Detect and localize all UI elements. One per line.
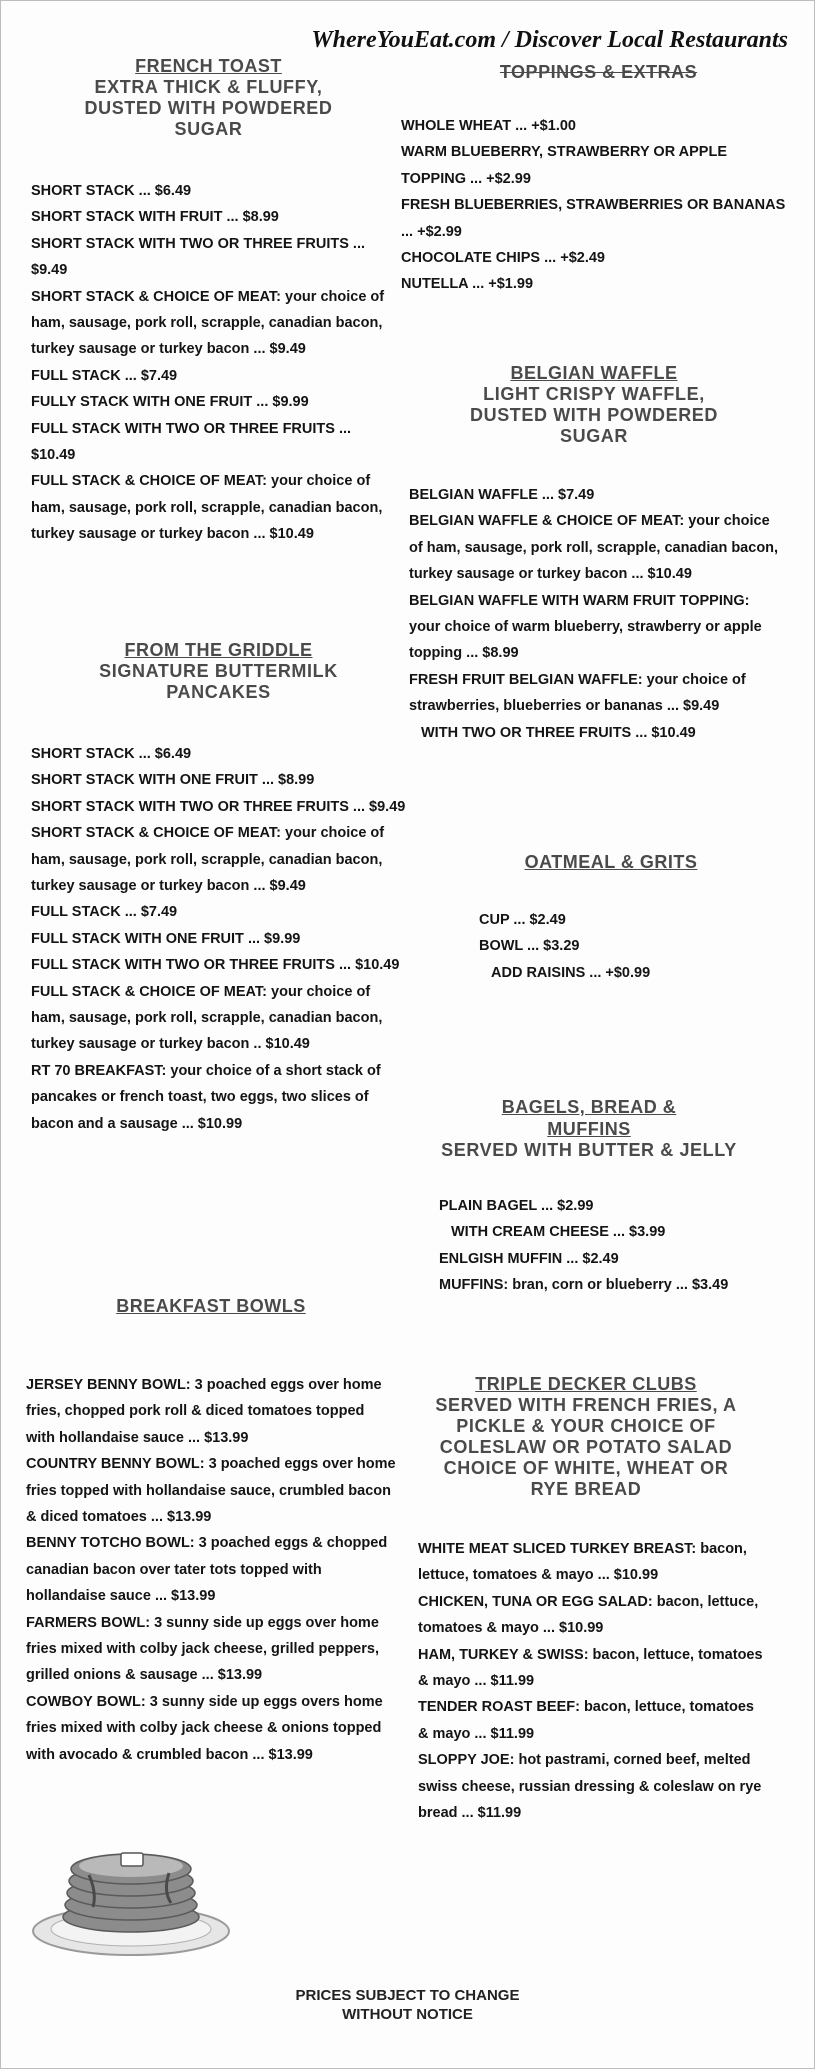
menu-item: FULL STACK ... $7.49 [31,904,178,921]
section-title: BAGELS, BREAD & MUFFINS [501,1097,677,1139]
section-title: FROM THE GRIDDLE [124,640,313,660]
menu-item: CHICKEN, TUNA OR EGG SALAD: bacon, lettuce, tomatoes & mayo ... $10.99 [418,1593,759,1637]
item-list [409,482,779,746]
menu-item: SHORT STACK & CHOICE OF MEAT: your choice of ham, sausage, pork roll, scrapple, canadian bacon, turkey sausage or turkey bacon ... $9.49 [31,825,385,895]
menu-item: CHOCOLATE CHIPS ... +$2.49 [401,250,605,267]
menu-item: ENLGISH MUFFIN ... $2.49 [439,1250,619,1267]
menu-item: BELGIAN WAFFLE WITH WARM FRUIT TOPPING: your choice of warm blueberry, strawberry or apple topping ... $8.99 [409,592,762,662]
item-list [31,178,386,548]
menu-item: SLOPPY JOE: hot pastrami, corned beef, melted swiss cheese, russian dressing & coleslaw on rye bread ... $11.99 [418,1752,762,1822]
menu-item: FULL STACK WITH ONE FRUIT ... $9.99 [31,930,301,947]
section-title: TRIPLE DECKER CLUBS [475,1374,697,1394]
menu-item: SHORT STACK WITH TWO OR THREE FRUITS ... $9.49 [31,235,366,279]
menu-item: SHORT STACK WITH FRUIT ... $8.99 [31,209,279,226]
item-list [461,907,761,986]
menu-item: BOWL ... $3.29 [479,938,580,955]
menu-item: CUP ... $2.49 [479,912,566,928]
menu-item: TENDER ROAST BEEF: bacon, lettuce, tomatoes & mayo ... $11.99 [418,1699,754,1742]
menu-item: BENNY TOTCHO BOWL: 3 poached eggs & chopped canadian bacon over tater tots topped with hollandaise sauce ... $13.99 [26,1535,388,1605]
menu-item: FULL STACK WITH TWO OR THREE FRUITS ... $10.49 [31,957,400,974]
item-list [401,113,796,298]
section-breakfast-bowls [26,1295,396,1768]
menu-item: COWBOY BOWL: 3 sunny side up eggs overs home fries mixed with colby jack cheese & onions topped with avocado & crumbled bacon ... $13.99 [26,1693,383,1763]
menu-item: WHOLE WHEAT ... +$1.00 [401,118,576,134]
menu-item: HAM, TURKEY & SWISS: bacon, lettuce, tomatoes & mayo ... $11.99 [418,1646,763,1690]
section-title: BELGIAN WAFFLE [510,363,678,383]
menu-item: BELGIAN WAFFLE & CHOICE OF MEAT: your choice of ham, sausage, pork roll, scrapple, canadian bacon, turkey sausage or turkey bacon ... $10.49 [409,513,779,583]
menu-item: PLAIN BAGEL ... $2.99 [439,1198,594,1214]
menu-item: MUFFINS: bran, corn or blueberry ... $3.49 [439,1277,729,1294]
menu-item: ADD RAISINS ... +$0.99 [491,964,651,981]
menu-item: FULL STACK ... $7.49 [31,367,178,384]
menu-item: FULL STACK WITH TWO OR THREE FRUITS ... $10.49 [31,420,352,464]
footer-note [1,1986,814,2024]
section-subtitle: LIGHT CRISPY WAFFLE, DUSTED WITH POWDERED SUGAR [470,384,718,446]
section-title: OATMEAL & GRITS [524,852,698,872]
site-header: WhereYouEat.com / Discover Local Restaurants [311,27,788,53]
section-triple-decker-clubs [406,1373,766,1826]
section-title: TOPPINGS & EXTRAS [499,62,698,82]
menu-item: COUNTRY BENNY BOWL: 3 poached eggs over home fries topped with hollandaise sauce, crumbled bacon & diced tomatoes ... $13.99 [26,1456,396,1526]
section-bagels-bread-muffins [439,1096,739,1299]
menu-item: FRESH BLUEBERRIES, STRAWBERRIES OR BANANAS ... +$2.99 [401,197,786,240]
section-subtitle: SERVED WITH FRENCH FRIES, A PICKLE & YOUR CHOICE OF COLESLAW OR POTATO SALAD CHOICE OF WHITE, WHEAT OR RYE BREAD [435,1395,737,1499]
menu-item: FULL STACK & CHOICE OF MEAT: your choice of ham, sausage, pork roll, scrapple, canadian bacon, turkey sausage or turkey bacon .. $10.49 [31,983,383,1053]
section-subtitle: SIGNATURE BUTTERMILK PANCAKES [99,661,338,702]
footer-line-1: PRICES SUBJECT TO CHANGE [295,1987,520,2004]
item-list [406,1536,766,1826]
menu-item: FRESH FRUIT BELGIAN WAFFLE: your choice of strawberries, blueberries or bananas ... $9.49 [409,671,746,715]
menu-item: SHORT STACK WITH ONE FRUIT ... $8.99 [31,772,315,789]
item-list [31,741,406,1137]
menu-item: BELGIAN WAFFLE ... $7.49 [409,487,595,503]
menu-item: SHORT STACK & CHOICE OF MEAT: your choice of ham, sausage, pork roll, scrapple, canadian bacon, turkey sausage or turkey bacon ... $9.49 [31,288,385,358]
menu-item: WITH CREAM CHEESE ... $3.99 [451,1224,666,1241]
menu-item: FARMERS BOWL: 3 sunny side up eggs over home fries mixed with colby jack cheese, grilled peppers, grilled onions & sausage ... $13.99 [26,1614,379,1684]
section-from-the-griddle [31,639,406,1137]
menu-item: SHORT STACK WITH TWO OR THREE FRUITS ... $9.49 [31,798,406,815]
menu-item: WITH TWO OR THREE FRUITS ... $10.49 [421,724,696,741]
section-title: BREAKFAST BOWLS [116,1296,306,1316]
menu-item: RT 70 BREAKFAST: your choice of a short stack of pancakes or french toast, two eggs, two slices of bacon and a sausage ... $10.99 [31,1062,381,1132]
menu-item: WARM BLUEBERRY, STRAWBERRY OR APPLE TOPPING ... +$2.99 [401,144,728,187]
item-list [439,1193,739,1299]
section-toppings-extras [401,61,796,298]
menu-item: FULLY STACK WITH ONE FRUIT ... $9.99 [31,394,309,411]
section-title: FRENCH TOAST [135,56,282,76]
footer-line-2: WITHOUT NOTICE [342,2006,473,2023]
menu-item: FULL STACK & CHOICE OF MEAT: your choice of ham, sausage, pork roll, scrapple, canadian bacon, turkey sausage or turkey bacon ... $10.49 [31,473,383,543]
menu-item: JERSEY BENNY BOWL: 3 poached eggs over home fries, chopped pork roll & diced tomatoes topped with hollandaise sauce ... $13.99 [26,1377,382,1446]
section-subtitle: SERVED WITH BUTTER & JELLY [441,1140,737,1160]
pancake-stack-icon [29,1833,234,1963]
menu-item: SHORT STACK ... $6.49 [31,746,192,762]
section-french-toast [31,55,386,548]
item-list [26,1372,396,1768]
section-subtitle: EXTRA THICK & FLUFFY, DUSTED WITH POWDERED SUGAR [84,77,333,139]
section-oatmeal-grits [461,851,761,986]
section-belgian-waffle [409,362,779,746]
menu-item: SHORT STACK ... $6.49 [31,183,192,199]
menu-item: NUTELLA ... +$1.99 [401,276,534,293]
menu-item: WHITE MEAT SLICED TURKEY BREAST: bacon, lettuce, tomatoes & mayo ... $10.99 [418,1541,747,1584]
